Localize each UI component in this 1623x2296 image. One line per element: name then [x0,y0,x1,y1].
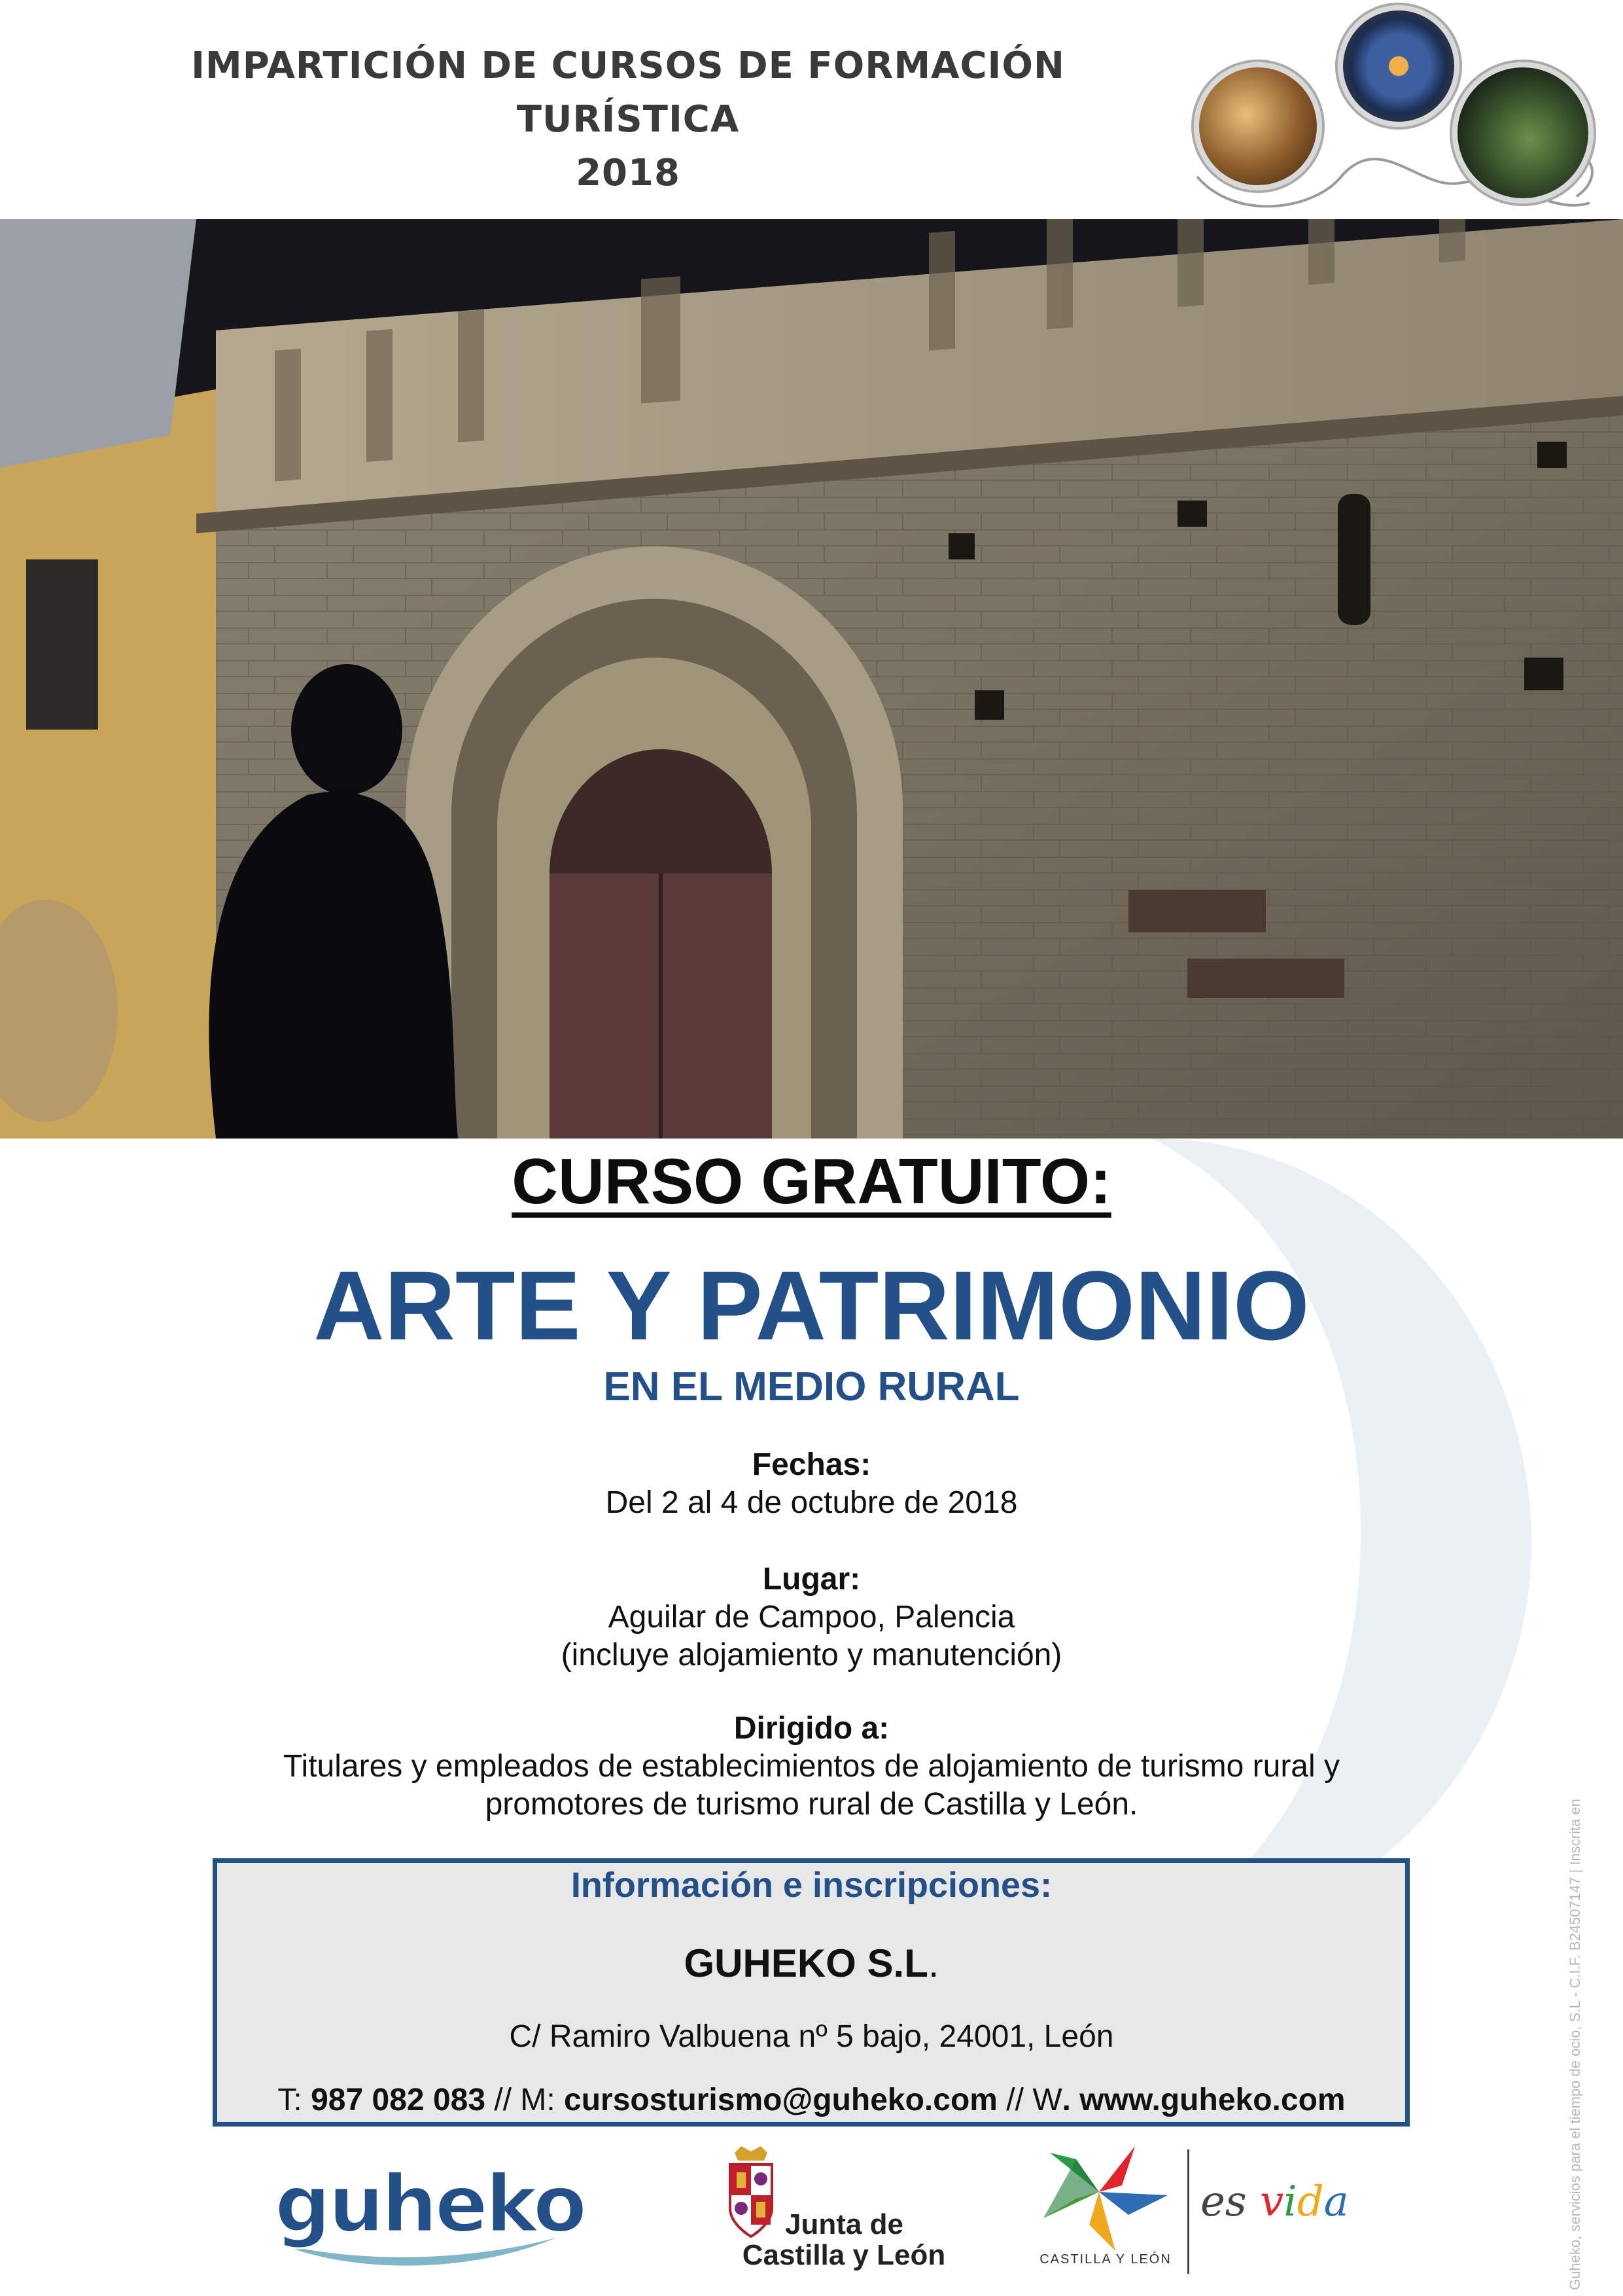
dates-value: Del 2 al 4 de octubre de 2018 [605,1485,1018,1520]
course-title: ARTE Y PATRIMONIO [313,1250,1310,1360]
course-free-label: CURSO GRATUITO: [512,1145,1111,1217]
photo-circle-stove [1338,5,1459,127]
header-title-line1: IMPARTICIÓN DE CURSOS DE FORMACIÓN TURÍSTICA [191,44,1065,141]
logo-divider [1187,2149,1189,2274]
place-note: (incluye alojamiento y manutención) [561,1638,1062,1672]
company-name-text: GUHEKO S.L [684,1941,928,1985]
website-link[interactable]: . www.guheko.com [1062,2083,1346,2117]
dates-section [0,1446,1623,1522]
place-label: Lugar: [762,1562,861,1597]
header-title-year: 2018 [576,152,680,194]
castilla-leon-star-icon [1037,2146,1168,2257]
hero-photo-church-facade [0,219,1623,1139]
slogan-letter-d: d [1297,2178,1324,2226]
phone-prefix: T: [277,2083,311,2117]
junta-logo-line2: Castilla y León [742,2239,946,2271]
background-decoration [1112,1112,1623,1963]
contact-separator-1: // M: [485,2083,565,2117]
target-audience-section [0,1710,1623,1824]
target-line1: Titulares y empleados de establecimientos de alojamiento de turismo rural y [283,1749,1340,1784]
photo-circle-nature [1452,62,1594,203]
email-link[interactable]: cursosturismo@guheko.com [564,2083,998,2117]
company-legal-side-text: Guheko, servicios para el tiempo de ocio, S.L - C.I.F. B24507147 | Inscrita en [1567,1799,1583,2290]
junta-logo-line1: Junta de [785,2208,903,2240]
info-heading: Información e inscripciones: [570,1865,1053,1905]
es-vida-slogan [1200,2176,1349,2228]
target-line2: promotores de turismo rural de Castilla y León. [485,1787,1138,1822]
place-section [0,1561,1623,1674]
photo-circle-restaurant [1194,62,1322,190]
course-subtitle: EN EL MEDIO RURAL [603,1364,1020,1409]
company-name [0,1940,1623,1987]
target-label: Dirigido a: [733,1711,890,1746]
company-name-suffix: . [928,1941,939,1985]
castilla-leon-shield-icon [725,2146,777,2238]
slogan-letter-v: v [1260,2178,1284,2226]
slogan-letter-i: i [1283,2178,1297,2226]
slogan-es: es [1200,2178,1261,2226]
company-address: C/ Ramiro Valbuena nº 5 bajo, 24001, León [509,2019,1114,2054]
castilla-leon-caption: CASTILLA Y LEÓN [1039,2252,1172,2267]
contact-separator-2: // W [997,2083,1062,2117]
contact-line [0,2081,1623,2120]
dates-label: Fechas: [752,1447,871,1482]
page-header-title [79,39,1178,200]
place-value: Aguilar de Campoo, Palencia [608,1600,1015,1634]
phone-number[interactable]: 987 082 083 [311,2083,486,2117]
slogan-letter-a: a [1323,2178,1349,2226]
guheko-logo-text: guheko [275,2159,585,2250]
